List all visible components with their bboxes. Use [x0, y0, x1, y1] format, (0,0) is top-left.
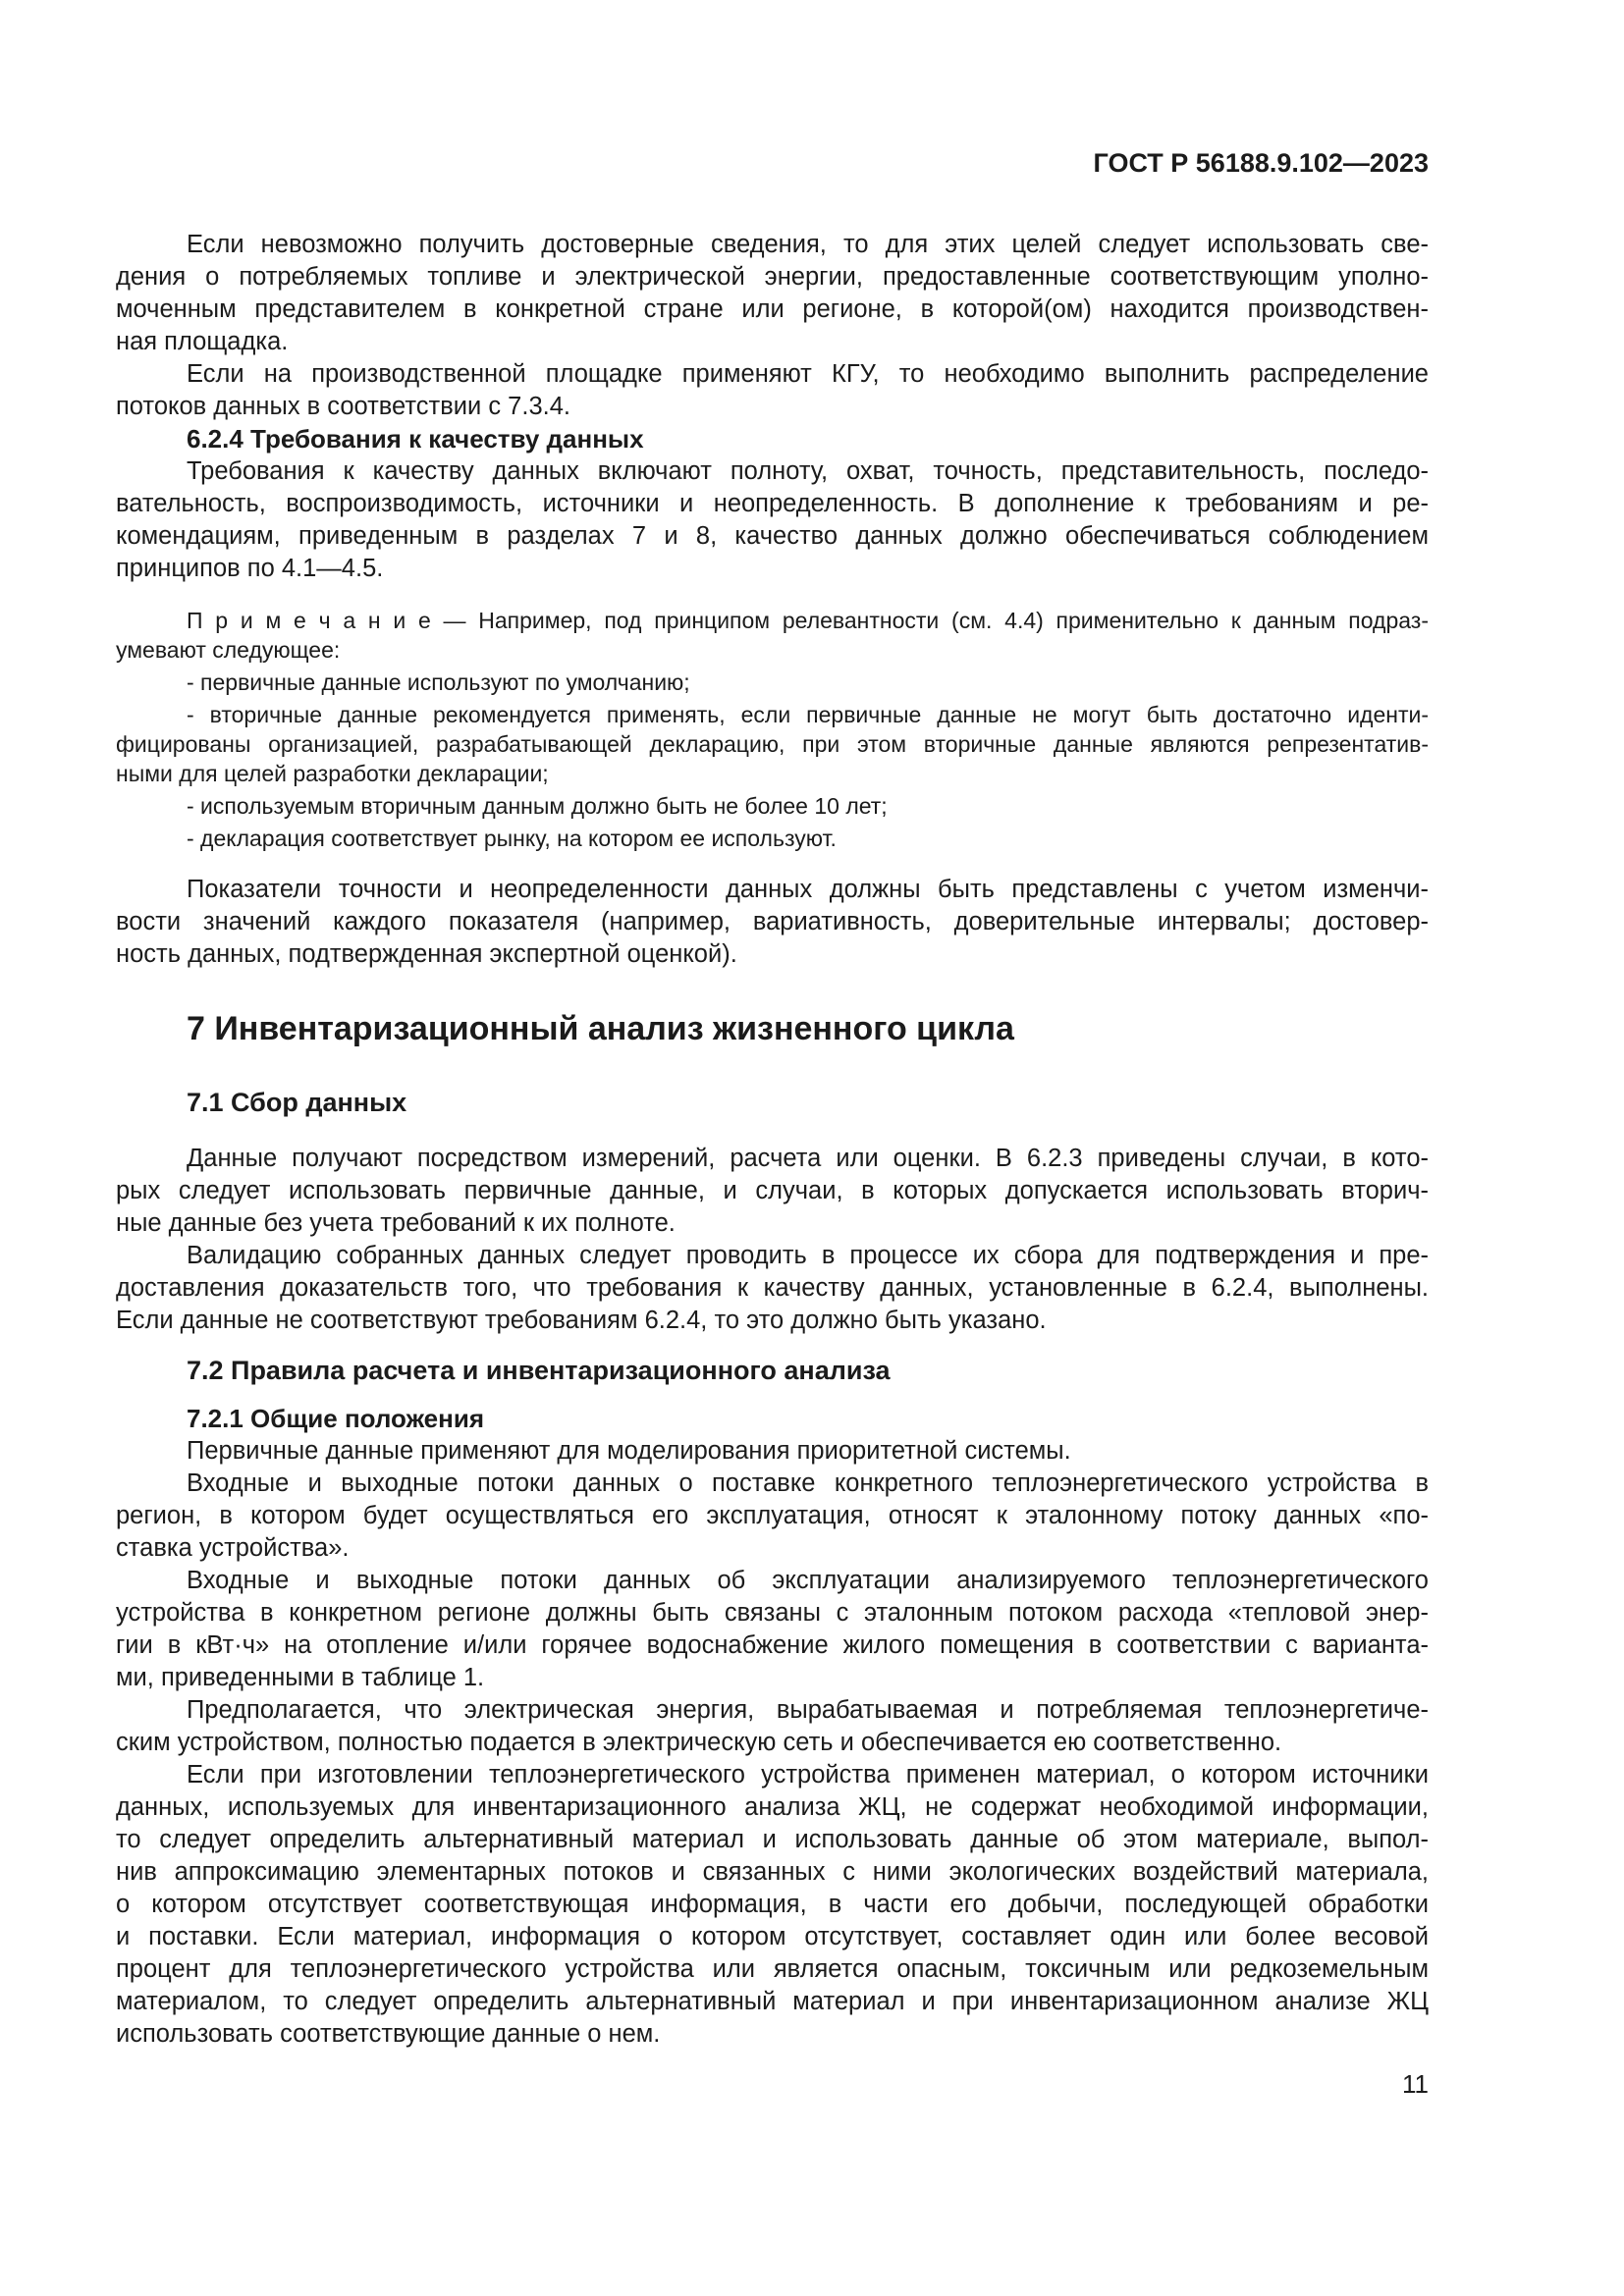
paragraph-alternative-material: Если при изготовлении теплоэнергетического устройства применен материал, о котором источники данных, используемых для инвентаризационного анализа ЖЦ, не содержат необходимой информации, то следует определить альтернативный материал и использовать данные об этом материале, выпол- нив аппроксимацию элементарных потоков и связанных с ними экологических воздействий материала, о котором отсутствует соответствующая информация, в части его добычи, последующей обработки и поставки. Если материал, информация о котором отсутствует, составляет один или более весовой процент для теплоэнергетического устройства или является опасным, токсичным или редкоземельным материалом, то следует определить альтернативный материал и при инвентаризационном анализе ЖЦ использовать соответствующие данные о нем. — [116, 1761, 1429, 2048]
paragraph-accuracy-indicators: Показатели точности и неопределенности данных должны быть представлены с учетом изменчи- вости значений каждого показателя (например, вариативность, доверительные интервалы; достовер- ность данных, подтвержденная экспертной оценкой). — [116, 876, 1429, 968]
note-item: - декларация соответствует рынку, на котором ее используют. — [187, 826, 837, 851]
paragraph-fuel-data: Если невозможно получить достоверные сведения, то для этих целей следует использовать све- дения о потребляемых топливе и электрической энергии, предоставленные соответствующим уполно- моченным представителем в конкретной стране или регионе, в которой(ом) находится производствен- ная площадка. — [116, 231, 1429, 355]
paragraph-quality-requirements: Требования к качеству данных включают полноту, охват, точность, представительность, последо- вательность, воспроизводимость, источники и неопределенность. В дополнение к требованиям и ре- комендациям, приведенным в разделах 7 и 8, качество данных должно обеспечиваться соблюдением принципов по 4.1—4.5. — [116, 457, 1429, 582]
standard-code-header: ГОСТ Р 56188.9.102—2023 — [1093, 148, 1429, 178]
note-item: - вторичные данные рекомендуется применять, если первичные данные не могут быть достаточно иденти- фицированы организацией, разрабатывающей декларацию, при этом вторичные данные являются репрезентатив- ными для целей разработки декларации; — [116, 702, 1429, 786]
page-number: 11 — [1402, 2069, 1429, 2099]
paragraph-primary-data: Первичные данные применяют для моделирования приоритетной системы. — [187, 1437, 1071, 1465]
paragraph-data-validation: Валидацию собранных данных следует проводить в процессе их сбора для подтверждения и пре- доставления доказательств того, что требования к качеству данных, установленные в 6.2.4, выполнены. Если данные не соответствуют требованиям 6.2.4, то это должно быть указано. — [116, 1242, 1429, 1334]
heading-7-2-calculation-rules: 7.2 Правила расчета и инвентаризационного анализа — [187, 1356, 891, 1385]
paragraph-data-collection: Данные получают посредством измерений, расчета или оценки. В 6.2.3 приведены случаи, в кото- рых следует использовать первичные данные, и случаи, в которых допускается использовать вторич- ные данные без учета требований к их полноте. — [116, 1145, 1429, 1237]
note-item: - используемым вторичным данным должно быть не более 10 лет; — [187, 793, 888, 819]
paragraph-device-operation: Входные и выходные потоки данных об эксплуатации анализируемого теплоэнергетического устройства в конкретном регионе должны быть связаны с эталонным потоком расхода «тепловой энер- гии в кВт·ч» на отопление и/или горячее водоснабжение жилого помещения в соответствии с варианта- ми, приведенными в таблице 1. — [116, 1567, 1429, 1691]
note-block — [116, 606, 1429, 853]
paragraph-electric-energy: Предполагается, что электрическая энергия, вырабатываемая и потребляемая теплоэнергетиче- ским устройством, полностью подается в электрическую сеть и обеспечивается ею соответственно. — [116, 1696, 1429, 1756]
heading-6-2-4-data-quality: 6.2.4 Требования к качеству данных — [187, 424, 644, 454]
note-intro: П р и м е ч а н и е — Например, под принципом релевантности (см. 4.4) применительно к данным подраз- умевают следующее: — [116, 608, 1429, 663]
note-item: - первичные данные используют по умолчанию; — [187, 669, 690, 695]
heading-7-2-1-general: 7.2.1 Общие положения — [187, 1404, 484, 1433]
paragraph-device-supply: Входные и выходные потоки данных о поставке конкретного теплоэнергетического устройства в регион, в котором будет осуществляться его эксплуатация, относят к эталонному потоку данных «по- ставка устройства». — [116, 1469, 1429, 1562]
heading-7-1-data-collection: 7.1 Сбор данных — [187, 1088, 407, 1117]
paragraph-kgu-distribution: Если на производственной площадке применяют КГУ, то необходимо выполнить распределение потоков данных в соответствии с 7.3.4. — [116, 360, 1429, 420]
heading-7-inventory-analysis: 7 Инвентаризационный анализ жизненного цикла — [187, 1010, 1014, 1047]
page-content — [116, 147, 1429, 2051]
